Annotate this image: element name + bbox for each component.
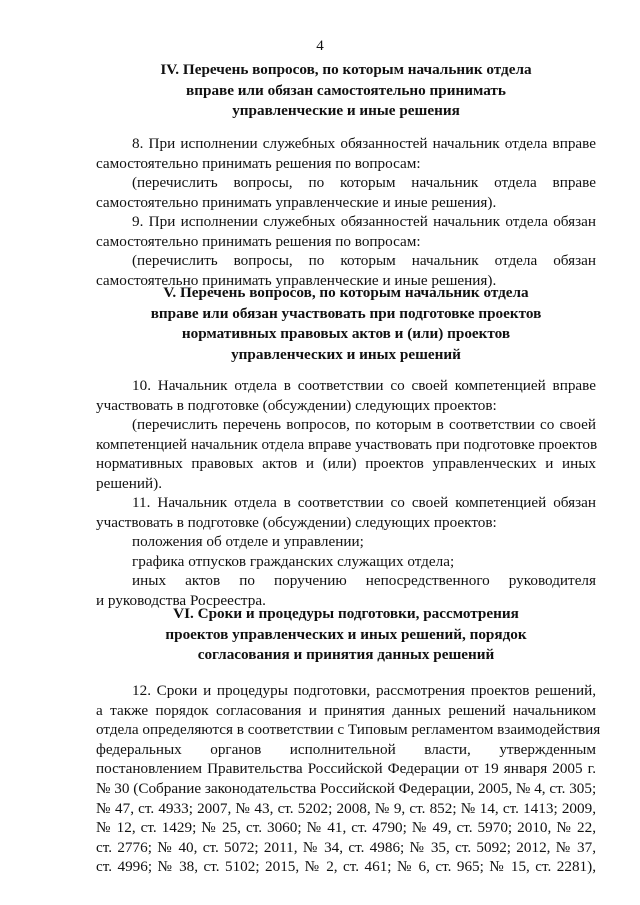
paragraph-10 (96, 376, 596, 415)
paragraph-9 (96, 212, 596, 251)
text-line: постановлением Правительства Российской Федерации от 19 января 2005 г. (96, 760, 596, 778)
paragraph-12 (96, 681, 601, 877)
heading-line: вправе или обязан участвовать при подготовке проектов (150, 304, 542, 322)
text-line: положения об отделе и управлении; (132, 533, 364, 550)
text-line: самостоятельно принимать решения по вопросам: (96, 154, 421, 172)
heading-line: управленческие и иные решения (232, 102, 460, 119)
heading-line: согласования и принятия данных решений (197, 646, 495, 663)
text-line: и руководства Росреестра. (96, 591, 266, 609)
text-line: 12. Сроки и процедуры подготовки, рассмотрения проектов решений, (132, 682, 596, 699)
paragraph-10-list (96, 415, 596, 493)
section-iv-heading (96, 60, 596, 122)
heading-line: IV. Перечень вопросов, по которым начальник отдела (160, 61, 532, 78)
heading-line: вправе или обязан самостоятельно принимать (186, 81, 506, 99)
text-line: графика отпусков гражданских служащих отдела; (132, 553, 455, 570)
text-line: 8. При исполнении служебных обязанностей начальник отдела вправе (132, 135, 596, 152)
text-line: а также порядок согласования и принятия данных решений начальником (96, 701, 596, 719)
text-line: № 12, ст. 1429; № 25, ст. 3060; № 41, ст. 4790; № 49, ст. 5970; 2010, № 22, (96, 819, 596, 837)
text-line: самостоятельно принимать решения по вопросам: (96, 232, 421, 250)
text-line: участвовать в подготовке (обсуждении) следующих проектов: (96, 396, 497, 414)
text-line: иных актов по поручению непосредственного руководителя (132, 572, 596, 589)
paragraph-8 (96, 134, 596, 173)
text-line: 11. Начальник отдела в соответствии со своей компетенцией обязан (132, 494, 596, 511)
heading-line: VI. Сроки и процедуры подготовки, рассмотрения (173, 605, 519, 622)
text-line: участвовать в подготовке (обсуждении) следующих проектов: (96, 513, 497, 531)
paragraph-11-item-1 (96, 532, 596, 552)
text-line: нормативных правовых актов и (или) проектов управленческих и иных (96, 455, 596, 473)
section-vi-heading (96, 604, 596, 666)
paragraph-11 (96, 493, 596, 532)
text-line: отдела определяются в соответствии с Типовым регламентом взаимодействия (96, 721, 601, 739)
paragraph-8-list (96, 173, 596, 212)
text-line: № 30 (Собрание законодательства Российской Федерации, 2005, № 4, ст. 305; (96, 779, 597, 797)
text-line: № 47, ст. 4933; 2007, № 43, ст. 5202; 2008, № 9, ст. 852; № 14, ст. 1413; 2009, (96, 799, 596, 817)
text-line: 9. При исполнении служебных обязанностей начальник отдела обязан (132, 213, 596, 230)
text-line: (перечислить вопросы, по которым начальник отдела обязан (132, 252, 596, 269)
text-line: решений). (96, 474, 163, 492)
text-line: (перечислить вопросы, по которым начальник отдела вправе (132, 174, 596, 191)
heading-line: нормативных правовых актов и (или) проектов (181, 325, 511, 342)
heading-line: проектов управленческих и иных решений, порядок (165, 625, 527, 643)
heading-line: V. Перечень вопросов, по которым начальник отдела (163, 284, 529, 301)
text-line: ст. 4996; № 38, ст. 5102; 2015, № 2, ст. 461; № 6, ст. 965; № 15, ст. 2281), (96, 858, 596, 876)
heading-line: управленческих и иных решений (231, 345, 461, 363)
text-line: (перечислить перечень вопросов, по которым в соответствии со своей (132, 416, 596, 433)
text-line: ст. 2776; № 40, ст. 5072; 2011, № 34, ст. 4986; № 35, ст. 5092; 2012, № 37, (96, 838, 596, 856)
text-line: самостоятельно принимать управленческие и иные решения). (96, 271, 497, 289)
page-number: 4 (316, 38, 324, 54)
paragraph-11-item-2 (96, 552, 596, 572)
text-line: самостоятельно принимать управленческие и иные решения). (96, 193, 497, 211)
text-line: компетенцией начальник отдела вправе участвовать при подготовке проектов (96, 435, 598, 453)
text-line: 10. Начальник отдела в соответствии со своей компетенцией вправе (132, 377, 596, 394)
section-v-heading (96, 283, 596, 365)
text-line: федеральных органов исполнительной власти, утвержденным (96, 740, 596, 758)
